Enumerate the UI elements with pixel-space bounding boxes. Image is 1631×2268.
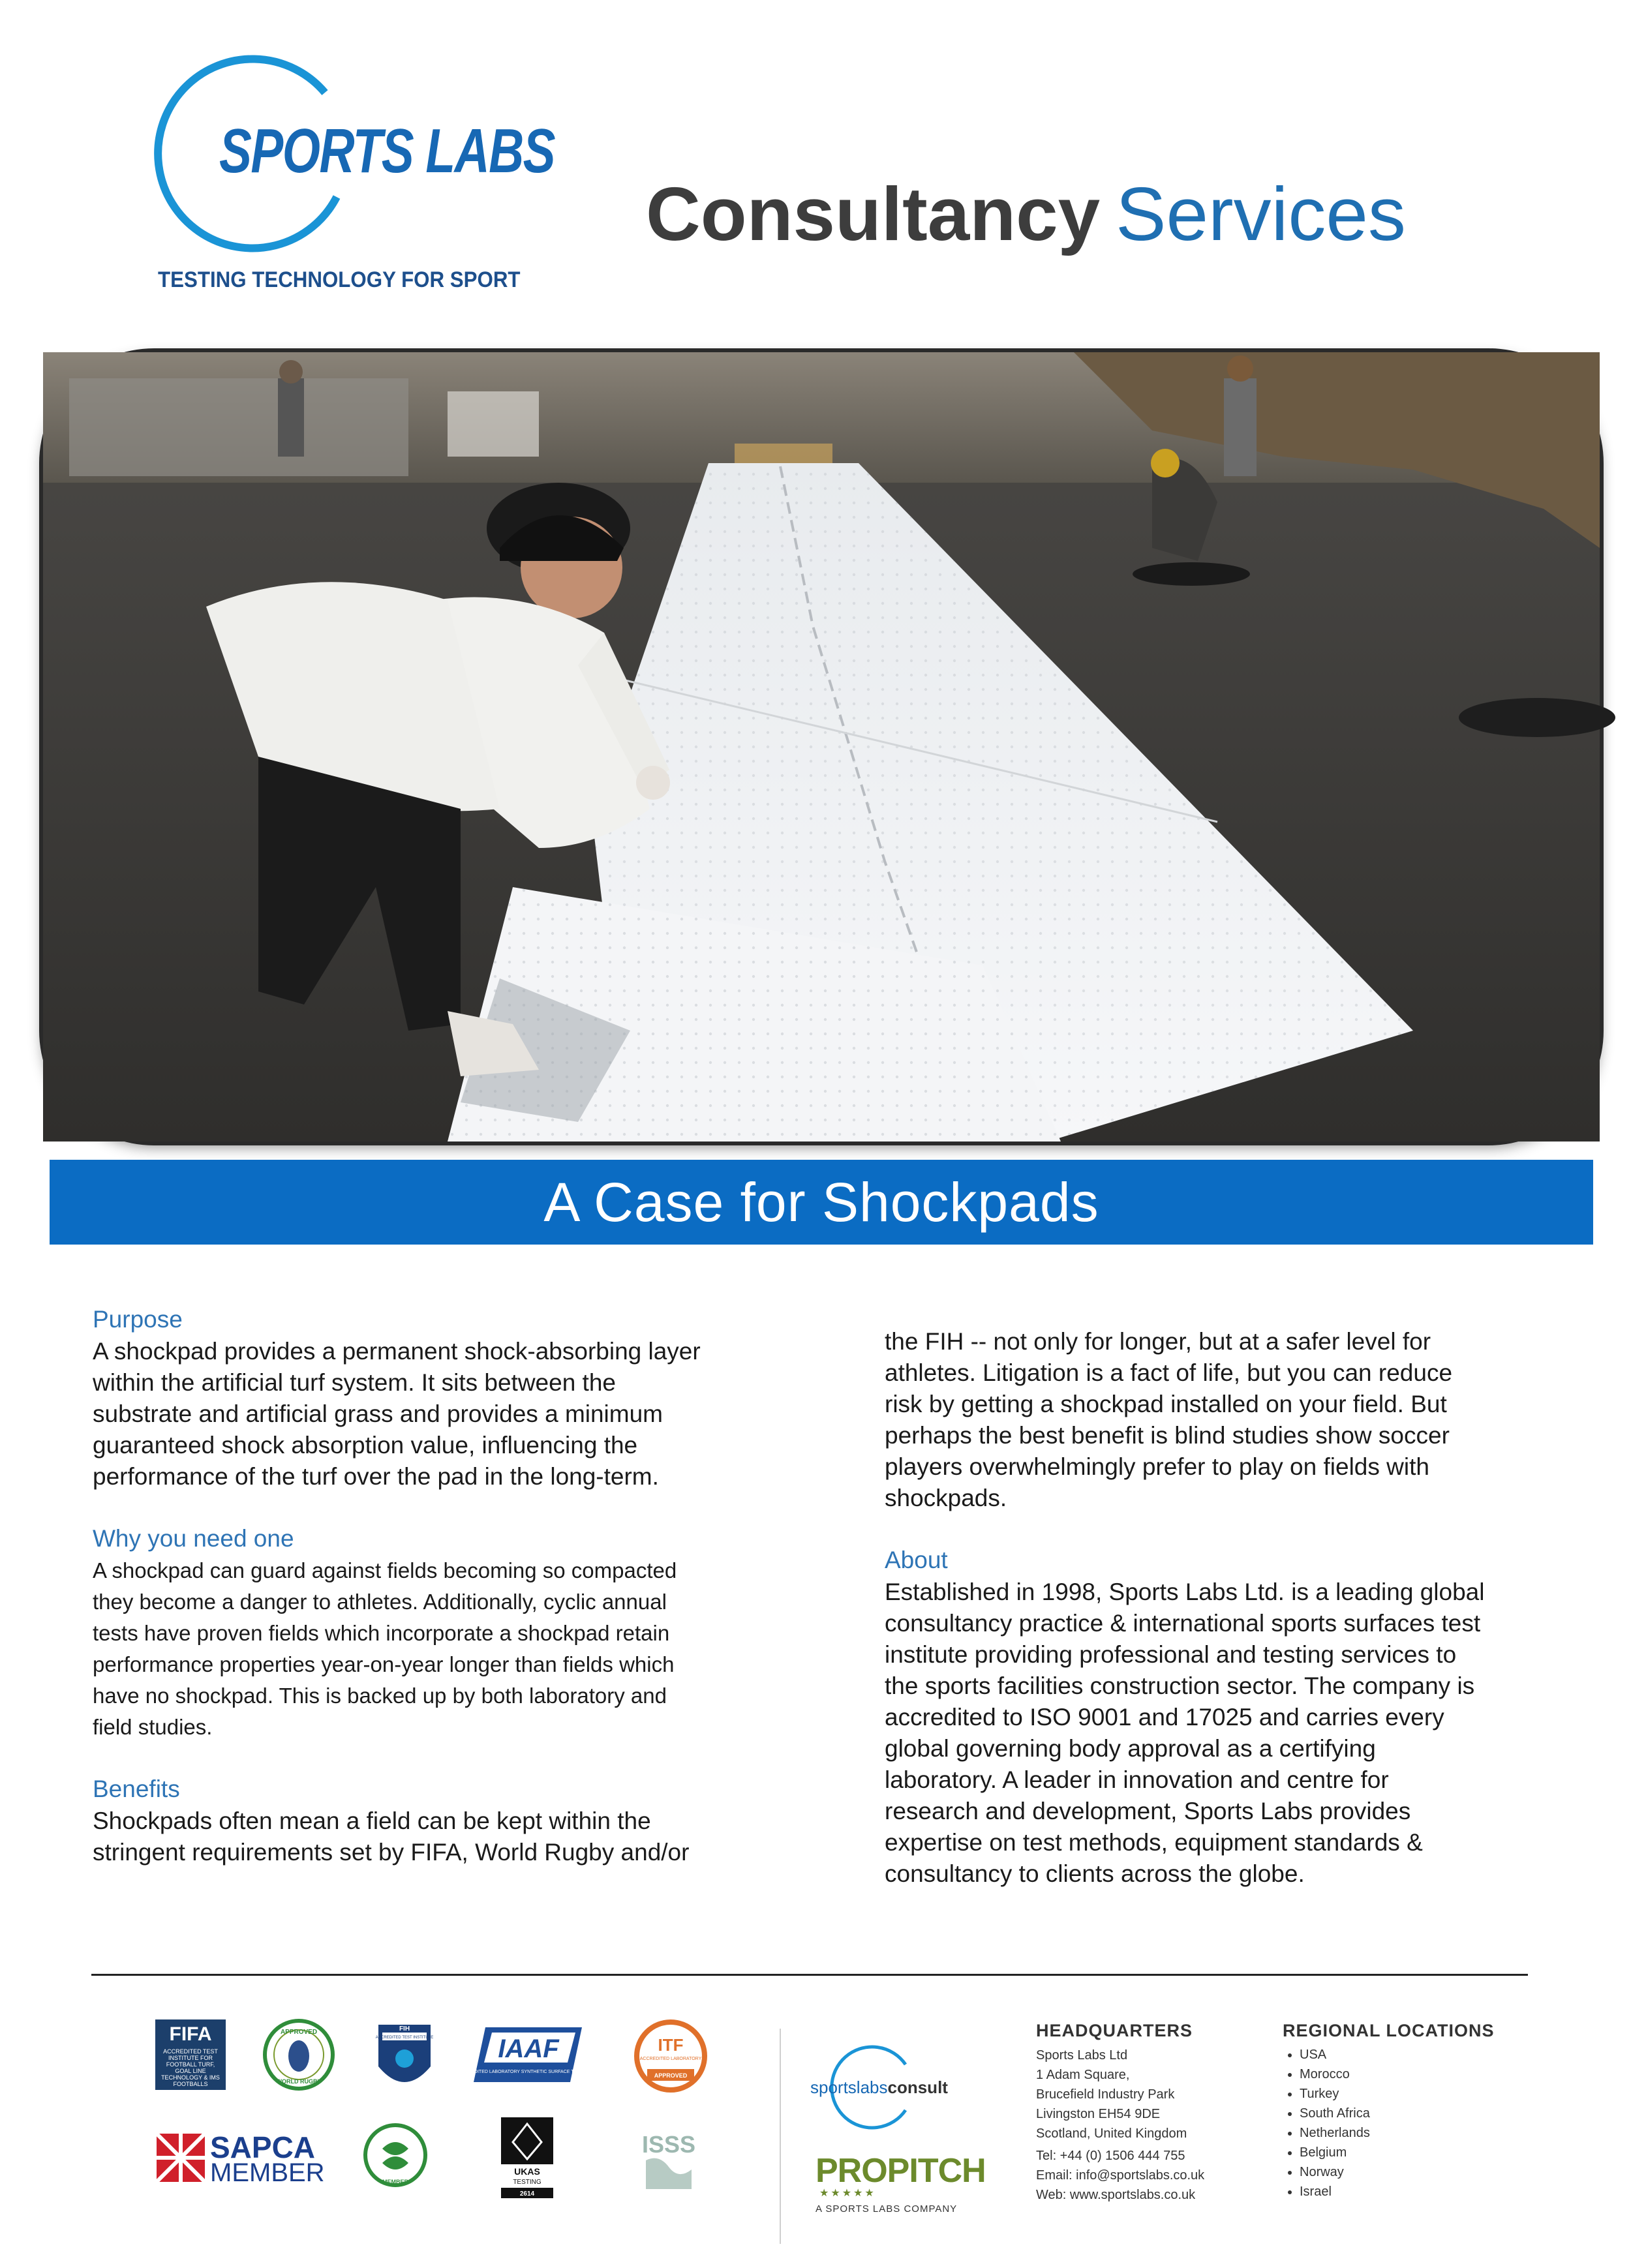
regional-item: • USA [1300, 2045, 1370, 2064]
propitch-tagline: A SPORTS LABS COMPANY [816, 2203, 958, 2215]
purpose-heading: Purpose [93, 1306, 183, 1333]
logo-brand-text: SPORTS LABS [219, 116, 555, 186]
page-title [646, 172, 1406, 256]
world-rugby-top: APPROVED [280, 2029, 318, 2036]
world-rugby-badge-icon [262, 2018, 335, 2091]
iaaf-sub: ACCREDITED LABORATORY SYNTHETIC SURFACE TESTING [458, 2070, 591, 2074]
benefits-text-right [885, 1326, 1550, 1514]
itf-badge-icon [633, 2018, 709, 2094]
about-line: institute providing professional and testing services to [885, 1641, 1457, 1668]
ukas-label: UKAS [514, 2166, 540, 2177]
left-column [93, 1303, 758, 1868]
purpose-line: performance of the turf over the pad in the long-term. [93, 1463, 659, 1490]
benefits-line: shockpads. [885, 1485, 1007, 1511]
sapca-badge [157, 2130, 326, 2185]
regional-item: • South Africa [1300, 2104, 1370, 2123]
fifa-badge-sub: ACCREDITED TEST INSTITUTE FOR FOOTBALL TURF, GOAL LINE TECHNOLOGY & IMS FOOTBALLS [161, 2048, 220, 2087]
about-line: Established in 1998, Sports Labs Ltd. is a leading global [885, 1579, 1485, 1605]
benefits-line: risk by getting a shockpad installed on your field. But [885, 1391, 1447, 1417]
purpose-line: within the artificial turf system. It sits between the [93, 1369, 616, 1396]
why-heading: Why you need one [93, 1525, 294, 1552]
regional-item: • Belgium [1300, 2143, 1370, 2162]
sportslabsconsult-text [810, 2078, 948, 2098]
regional-list [1283, 2045, 1370, 2201]
regional-item: • Netherlands [1300, 2123, 1370, 2143]
hq-website[interactable]: Web: www.sportslabs.co.uk [1036, 2188, 1196, 2202]
about-line: consultancy practice & international sports surfaces test [885, 1610, 1481, 1637]
iaaf-label: IAAF [498, 2034, 559, 2063]
sapca-member: MEMBER [210, 2158, 325, 2187]
benefits-line: the FIH -- not only for longer, but at a safer level for [885, 1328, 1431, 1355]
benefits-line: perhaps the best benefit is blind studies show soccer [885, 1422, 1450, 1449]
sapca-flag-icon [157, 2130, 205, 2185]
about-line: expertise on test methods, equipment standards & [885, 1829, 1423, 1856]
about-heading: About [885, 1547, 948, 1573]
itf-label: ITF [658, 2035, 684, 2055]
banner-title: A Case for Shockpads [543, 1171, 1099, 1233]
why-line: they become a danger to athletes. Additionally, cyclic annual [93, 1590, 667, 1614]
fih-sub: ACCREDITED TEST INSTITUTE [375, 2036, 434, 2040]
benefits-line: players overwhelmingly prefer to play on fields with [885, 1453, 1429, 1480]
world-rugby-label: WORLD RUGBY [276, 2078, 322, 2085]
right-column [885, 1326, 1550, 1890]
regional-item: • Norway [1300, 2162, 1370, 2182]
hero-photo-illustration [43, 352, 1600, 1142]
purpose-line: substrate and artificial grass and provides a minimum [93, 1400, 663, 1427]
sportslabsconsult-logo [808, 2045, 948, 2133]
why-line: A shockpad can guard against fields becoming so compacted [93, 1558, 677, 1582]
regional-item: • Israel [1300, 2182, 1370, 2201]
stri-badge-icon [363, 2123, 428, 2188]
hq-address-line: Scotland, United Kingdom [1036, 2126, 1187, 2141]
footer-vertical-divider [780, 2029, 781, 2244]
fih-label: FIH [399, 2025, 410, 2033]
ukas-sub: TESTING [513, 2179, 541, 2186]
sapca-label: SAPCA [210, 2130, 316, 2164]
logo-tagline: TESTING TECHNOLOGY FOR SPORT [158, 267, 521, 292]
page-title-light: Services [1116, 172, 1406, 256]
ukas-badge-icon [496, 2116, 558, 2200]
hq-address [1036, 2046, 1187, 2143]
about-line: global governing body approval as a certifying [885, 1735, 1376, 1762]
about-text [885, 1577, 1550, 1890]
propitch-logo: PROPITCH [816, 2152, 986, 2190]
fih-badge-icon [372, 2018, 437, 2098]
regional-item: • Turkey [1300, 2084, 1370, 2104]
ukas-number: 2614 [519, 2190, 535, 2198]
isss-label: ISSS [641, 2131, 696, 2158]
propitch-stars: ★★★★★ [819, 2188, 876, 2199]
hq-phone: Tel: +44 (0) 1506 444 755 [1036, 2149, 1185, 2163]
hq-address-line: Sports Labs Ltd [1036, 2048, 1128, 2063]
hq-address-line: Brucefield Industry Park [1036, 2087, 1175, 2102]
footer-divider [91, 1974, 1528, 1976]
regional-item: • Morocco [1300, 2064, 1370, 2084]
hq-email[interactable]: Email: info@sportslabs.co.uk [1036, 2168, 1205, 2183]
isss-badge-icon [639, 2121, 698, 2193]
stri-member: MEMBER [382, 2179, 408, 2185]
page-title-bold: Consultancy [646, 172, 1101, 256]
regional-heading: REGIONAL LOCATIONS [1283, 2021, 1495, 2040]
benefits-text-left [93, 1806, 758, 1868]
hq-address-line: 1 Adam Square, [1036, 2068, 1130, 2082]
purpose-line: A shockpad provides a permanent shock-absorbing layer [93, 1338, 701, 1365]
about-line: the sports facilities construction sector. The company is [885, 1672, 1475, 1699]
purpose-line: guaranteed shock absorption value, influencing the [93, 1432, 638, 1459]
consult-text-b: consult [887, 2078, 948, 2097]
about-line: consultancy to clients across the globe. [885, 1860, 1305, 1887]
benefits-line: Shockpads often mean a field can be kept within the [93, 1807, 651, 1834]
consult-text-a: sportslabs [810, 2078, 888, 2097]
about-line: accredited to ISO 9001 and 17025 and carries every [885, 1704, 1444, 1731]
why-text [93, 1555, 758, 1743]
itf-sub: ACCREDITED LABORATORY [639, 2057, 702, 2061]
hq-contact [1036, 2146, 1204, 2205]
iaaf-badge-icon [458, 2022, 591, 2087]
title-banner [50, 1160, 1593, 1245]
hq-address-line: Livingston EH54 9DE [1036, 2107, 1161, 2121]
purpose-text [93, 1336, 758, 1492]
benefits-line: stringent requirements set by FIFA, World Rugby and/or [93, 1839, 690, 1866]
about-line: research and development, Sports Labs provides [885, 1798, 1411, 1824]
fifa-badge-label: FIFA [169, 2023, 212, 2045]
why-line: field studies. [93, 1715, 213, 1739]
why-line: performance properties year-on-year longer than fields which [93, 1652, 675, 1676]
itf-approved: APPROVED [654, 2072, 688, 2079]
why-line: have no shockpad. This is backed up by both laboratory and [93, 1684, 667, 1708]
benefits-line: athletes. Litigation is a fact of life, but you can reduce [885, 1359, 1453, 1386]
sports-labs-logo [154, 47, 555, 308]
hero-photo [43, 352, 1600, 1142]
why-line: tests have proven fields which incorporate a shockpad retain [93, 1621, 670, 1645]
hq-heading: HEADQUARTERS [1036, 2021, 1193, 2040]
benefits-heading: Benefits [93, 1776, 180, 1802]
fifa-badge [155, 2019, 226, 2090]
about-line: laboratory. A leader in innovation and centre for [885, 1766, 1389, 1793]
